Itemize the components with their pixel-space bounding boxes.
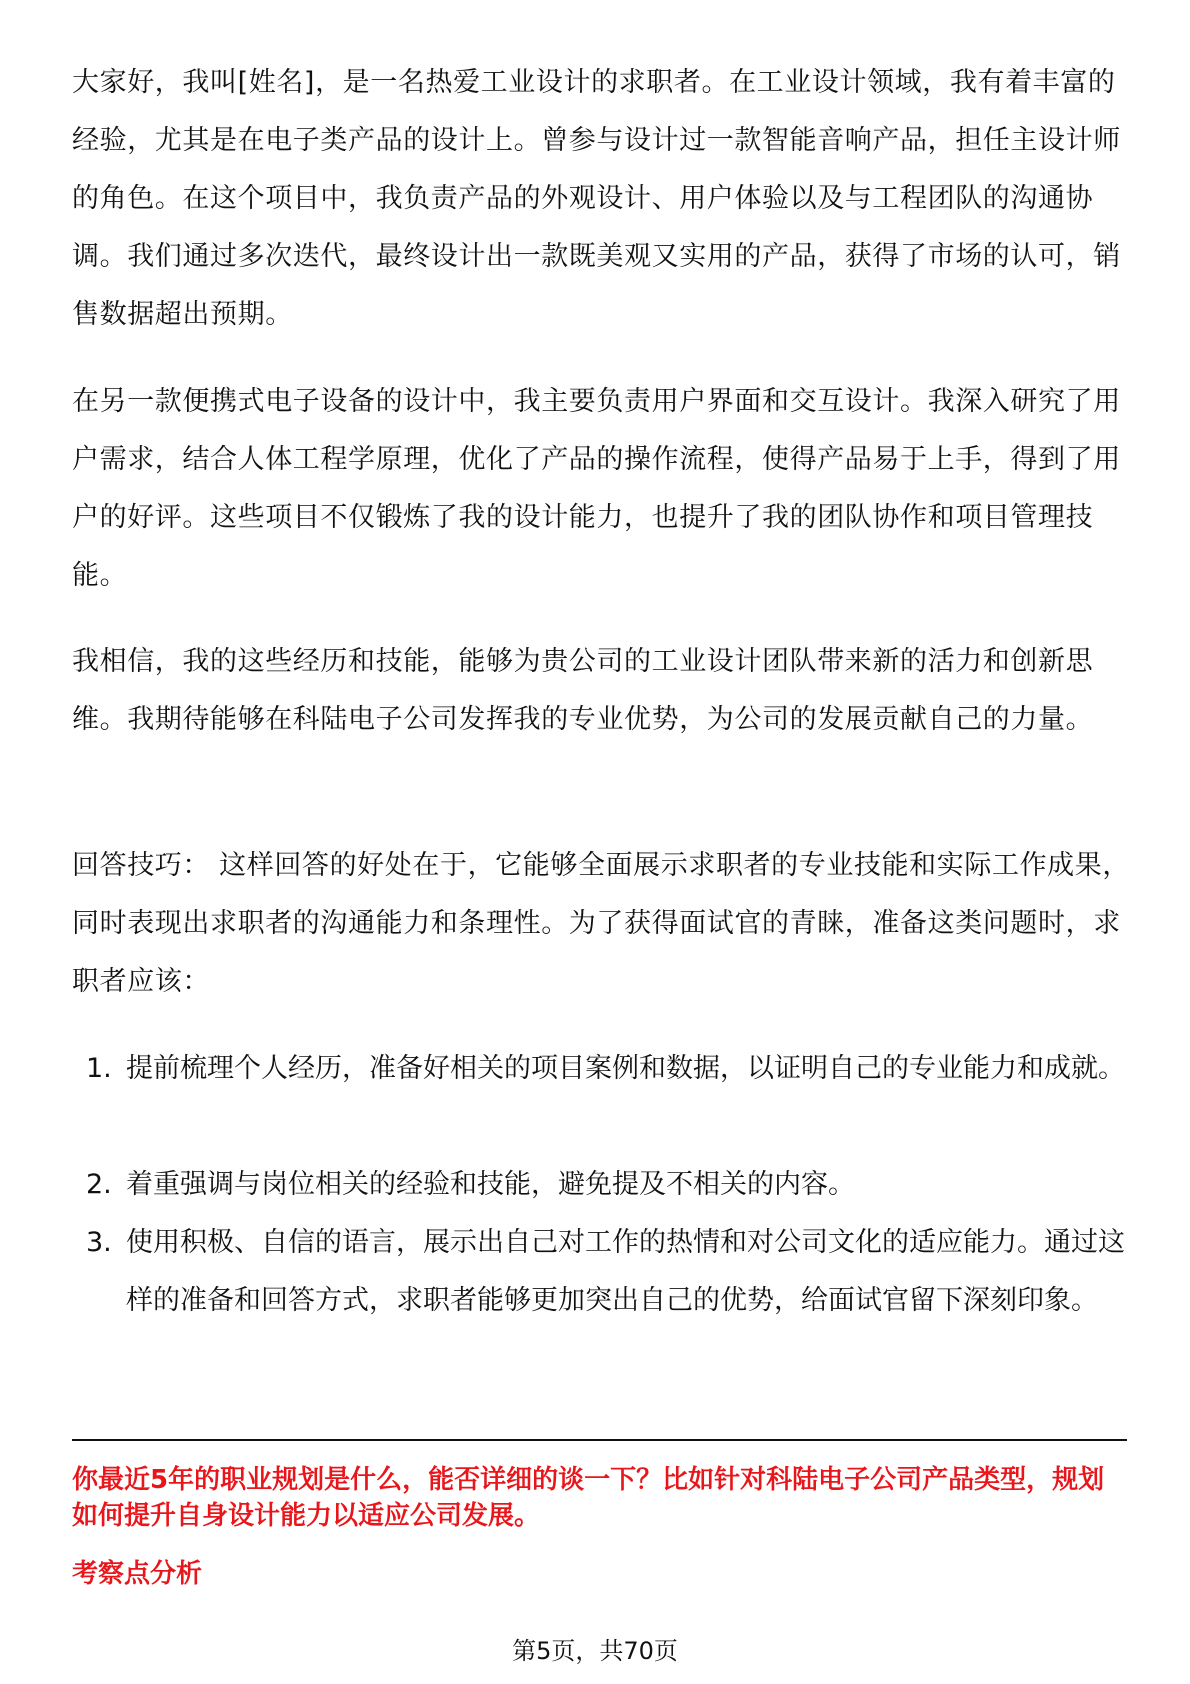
question-heading: 你最近5年的职业规划是什么，能否详细的谈一下？比如针对科陆电子公司产品类型，规划如何提升自身设计能力以适应公司发展。 [72, 1465, 1105, 1531]
list-number: 3. [86, 1227, 112, 1258]
list-text: 提前梳理个人经历，准备好相关的项目案例和数据，以证明自己的专业能力和成就。 [126, 1053, 1125, 1084]
list-item [72, 1214, 1130, 1330]
paragraph-tips: 回答技巧： 这样回答的好处在于，它能够全面展示求职者的专业技能和实际工作成果，同时表现出求职者的沟通能力和条理性。为了获得面试官的青睐，准备这类问题时，求职者应该： [72, 850, 1130, 997]
list-item [72, 1156, 1130, 1214]
paragraph-closing: 我相信，我的这些经历和技能，能够为贵公司的工业设计团队带来新的活力和创新思维。我期待能够在科陆电子公司发挥我的专业优势，为公司的发展贡献自己的力量。 [72, 646, 1094, 735]
list-item [72, 1040, 1130, 1098]
list-number: 2. [86, 1169, 112, 1200]
divider [72, 1439, 1127, 1441]
paragraph-intro: 大家好，我叫[姓名]，是一名热爱工业设计的求职者。在工业设计领域，我有着丰富的经验，尤其是在电子类产品的设计上。曾参与设计过一款智能音响产品，担任主设计师的角色。在这个项目中，我负责产品的外观设计、用户体验以及与工程团队的沟通协调。我们通过多次迭代，最终设计出一款既美观又实用的产品，获得了市场的认可，销售数据超出预期。 [72, 67, 1121, 330]
list-text: 着重强调与岗位相关的经验和技能，避免提及不相关的内容。 [126, 1169, 855, 1200]
list-text: 使用积极、自信的语言，展示出自己对工作的热情和对公司文化的适应能力。通过这样的准备和回答方式，求职者能够更加突出自己的优势，给面试官留下深刻印象。 [126, 1227, 1125, 1316]
section-heading: 考察点分析 [72, 1559, 203, 1589]
list-number: 1. [86, 1053, 112, 1084]
page-footer: 第5页，共70页 [512, 1637, 678, 1665]
paragraph-ui-design: 在另一款便携式电子设备的设计中，我主要负责用户界面和交互设计。我深入研究了用户需求，结合人体工程学原理，优化了产品的操作流程，使得产品易于上手，得到了用户的好评。这些项目不仅锻炼了我的设计能力，也提升了我的团队协作和项目管理技能。 [72, 386, 1121, 591]
